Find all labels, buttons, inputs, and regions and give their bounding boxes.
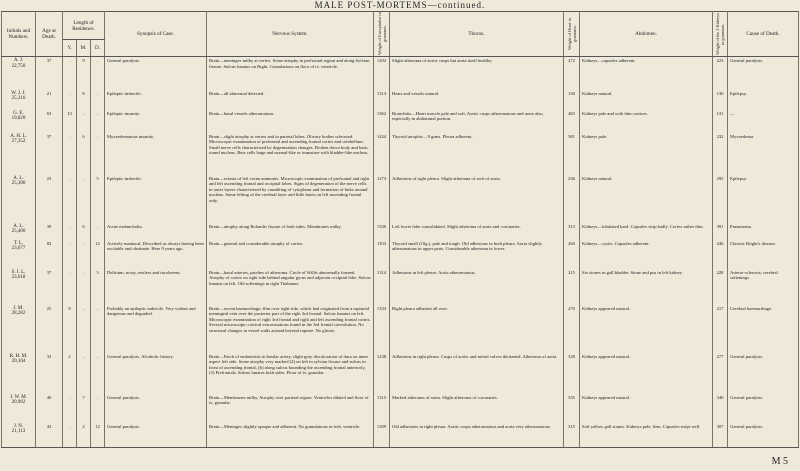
cell-nervous-system: Brain—recent haemorrhagic film over right side, which had originated from a ruptured meningeal vein over the posterior part of the right 3rd frontal. Sulcus lunatus on left. Microscopic examination of right 3rd frontal and right and left ascending frontal cortex. Several microscopic cortical extravasations found in the 3rd frontal convolution. No structural changes in vessel walls around beyond rupture. No gliosis. [207, 305, 374, 353]
cell-abdomen: Soft yellow gall stones. Kidneys pale, firm. Capsules stript well. [580, 423, 713, 448]
cell-age: 43 [36, 423, 63, 448]
cell-age: 37 [36, 269, 63, 305]
col-age: Age at Death. [36, 12, 63, 57]
cell-nervous-system: Brain—all abnormal detected. [207, 90, 374, 110]
cell-thorax: Adhesions in right pleura. Cusps of aortic and mitral valves thickened. Atheroma of aorta. [390, 353, 564, 394]
cell-age: 37 [36, 133, 63, 175]
cell-cause-of-death: Pneumonia. [728, 223, 799, 240]
patient-initials: A. L. [13, 223, 24, 229]
patient-number: 25,300 [11, 181, 26, 187]
cell-heart-weight: 315 [564, 423, 580, 448]
table-row [2, 353, 799, 394]
cell-synopsis: General paralysis. [105, 394, 207, 423]
cell-kidneys-weight: 223 [713, 57, 728, 90]
col-thorax: Thorax. [390, 12, 564, 57]
cell-initials [2, 305, 36, 353]
cell-thorax: Bronchitis—Heart muscle pale and soft. Aortic cusps atheromatous and aorta also, especially in abdominal portion. [390, 110, 564, 133]
cell-initials [2, 423, 36, 448]
cell-years: 8 [63, 305, 77, 353]
cell-kidneys-weight: 246 [713, 240, 728, 269]
table-row [2, 394, 799, 423]
cell-months: 6 [77, 223, 91, 240]
patient-initials: A. L. [13, 175, 24, 181]
patient-initials: A. J. [13, 58, 24, 63]
cell-kidneys-weight: 295 [713, 175, 728, 223]
col-encephalon [374, 12, 390, 57]
cell-days: .. [91, 90, 105, 110]
cell-cause-of-death: Chronic Bright's disease. [728, 240, 799, 269]
cell-thorax: Marked atheroma of aorta. Slight atheroma of coronaries. [390, 394, 564, 423]
cell-months: 6 [77, 133, 91, 175]
cell-encephalon-weight: 1330 [374, 223, 390, 240]
table-row [2, 240, 799, 269]
patient-number: 22,750 [11, 63, 26, 69]
cell-cause-of-death: Epilepsy. [728, 175, 799, 223]
col-abdomen: Abdomen. [580, 12, 713, 57]
col-nervous: Nervous System. [207, 12, 374, 57]
cell-months: .. [77, 269, 91, 305]
cell-kidneys-weight: 130 [713, 90, 728, 110]
cell-nervous-system: Brain—general and considerable atrophy of cortex. [207, 240, 374, 269]
cell-abdomen: Kidneys natural. [580, 90, 713, 110]
cell-heart-weight: 328 [564, 353, 580, 394]
cell-kidneys-weight: 232 [713, 133, 728, 175]
cell-nervous-system: Brain—meninges milky at vertex. Some atrophy in prefrontal region and along Sylvian fissure. Sulcus lunatus on Right. Granulations on floor of iv. ventricle. [207, 57, 374, 90]
cell-cause-of-death: General paralysis. [728, 353, 799, 394]
cell-heart-weight: 313 [564, 223, 580, 240]
cell-heart-weight: 236 [564, 175, 580, 223]
patient-initials: J. W. M. [10, 394, 27, 400]
table-row [2, 305, 799, 353]
cell-cause-of-death: Cerebral haemorrhage. [728, 305, 799, 353]
cell-thorax: Adhesions in left pleura. Aorta atheromatous. [390, 269, 564, 305]
cell-kidneys-weight: 131 [713, 110, 728, 133]
cell-abdomen: Kidneys appeared natural. [580, 394, 713, 423]
post-mortem-table [1, 11, 799, 448]
table-row [2, 223, 799, 240]
patient-number: 20,164 [11, 359, 26, 365]
cell-kidneys-weight: 340 [713, 394, 728, 423]
cell-nervous-system: Brain—Meninges slightly opaque and adherent. No granulations in ivth. ventricle. [207, 423, 374, 448]
cell-kidneys-weight: 228 [713, 269, 728, 305]
cell-days: .. [91, 353, 105, 394]
cell-initials [2, 175, 36, 223]
patient-initials: J. M. [13, 305, 24, 311]
cell-encephalon-weight: 1273 [374, 175, 390, 223]
cell-thorax: Left lower lobe consolidated. Slight atheroma of aorta and coronaries. [390, 223, 564, 240]
cell-years: .. [63, 269, 77, 305]
cell-days: .. [91, 110, 105, 133]
cell-synopsis: Epileptic imbecile. [105, 175, 207, 223]
patient-number: 28,282 [11, 311, 26, 317]
page-number: M 5 [771, 456, 788, 467]
cell-months: .. [77, 305, 91, 353]
cell-years: .. [63, 423, 77, 448]
cell-initials [2, 223, 36, 240]
cell-cause-of-death: General paralysis. [728, 423, 799, 448]
col-cause: Cause of Death. [728, 12, 799, 57]
cell-heart-weight: 381 [564, 133, 580, 175]
cell-thorax: Slight atheroma of aortic cusps but aorta itself healthy. [390, 57, 564, 90]
cell-months: 9 [77, 57, 91, 90]
cell-cause-of-death: Arterio-sclerosis; cerebral softenings. [728, 269, 799, 305]
cell-heart-weight: 483 [564, 110, 580, 133]
cell-heart-weight: 270 [564, 305, 580, 353]
cell-nervous-system: Brain—atrophy along Rolandic fissure of both sides. Membranes milky. [207, 223, 374, 240]
cell-kidneys-weight: 391 [713, 223, 728, 240]
cell-initials [2, 90, 36, 110]
patient-number: 25,400 [11, 229, 26, 235]
patient-initials: R. H. M. [9, 353, 28, 359]
col-months: M. [77, 40, 91, 57]
col-heart-label: Weight of Heart in grammes. [566, 18, 577, 50]
cell-thorax: Adhesions of right pleura. Slight atheroma of arch of aorta. [390, 175, 564, 223]
col-kidneys-label: Weight of the 2 Kidneys in grammes. [715, 13, 726, 55]
cell-synopsis: Acute melancholia. [105, 223, 207, 240]
cell-abdomen: Kidneys—cystic. Capsules adherent. [580, 240, 713, 269]
cell-synopsis: General paralysis. [105, 423, 207, 448]
table-row [2, 57, 799, 90]
col-initials: Initials and Numbers. [2, 12, 36, 57]
col-heart [564, 12, 580, 57]
cell-days: .. [91, 394, 105, 423]
patient-number: 27,352 [11, 139, 26, 145]
cell-months: 7 [77, 394, 91, 423]
cell-abdomen: Kidneys appeared natural. [580, 353, 713, 394]
cell-heart-weight: 215 [564, 269, 580, 305]
patient-initials: J. N. [13, 423, 24, 429]
cell-encephalon-weight: 1362 [374, 110, 390, 133]
cell-cause-of-death: Myxoedema. [728, 133, 799, 175]
patient-initials: T. L. [13, 240, 24, 246]
patient-initials: S. I. L. [11, 269, 26, 275]
table-row [2, 133, 799, 175]
patient-initials: A. H. L. [10, 133, 27, 139]
cell-abdomen: Kidneys appeared natural. [580, 305, 713, 353]
col-synopsis: Synopsis of Case. [105, 12, 207, 57]
cell-age: 40 [36, 394, 63, 423]
patient-number: 19,820 [11, 116, 26, 122]
cell-abdomen: Six stones in gall bladder. Stone and pus in left kidney. [580, 269, 713, 305]
cell-initials [2, 353, 36, 394]
cell-encephalon-weight: 1313 [374, 90, 390, 110]
cell-synopsis: Probably an epileptic imbecile. Very violent and dangerous and degraded. [105, 305, 207, 353]
cell-abdomen: Kidneys—lobulated hard. Capsules strip badly. Cortex rather thin. [580, 223, 713, 240]
cell-years: 13 [63, 110, 77, 133]
cell-cause-of-death: General paralysis. [728, 394, 799, 423]
cell-cause-of-death: Epilepsy. [728, 90, 799, 110]
cell-nervous-system: Brain—Patch of endarteritis in basilar artery, slight gray discoloration of dura on inner aspect left side. Some atrophy very marked (2) on left in sylvian fissure and sulcus in front of ascending frontal, (b) along sulcus bounding the ascending frontal anteriorly, (3) Prefrontals. Sulcus lunatus both sides. Floor of iv. granular. [207, 353, 374, 394]
cell-synopsis: Epileptic insanity. [105, 110, 207, 133]
cell-kidneys-weight: 277 [713, 353, 728, 394]
cell-kidneys-weight: 307 [713, 423, 728, 448]
cell-days: 3 [91, 269, 105, 305]
cell-initials [2, 240, 36, 269]
cell-age: 23 [36, 175, 63, 223]
cell-encephalon-weight: 1314 [374, 269, 390, 305]
cell-months: .. [77, 353, 91, 394]
table-row [2, 90, 799, 110]
patient-number: 23,618 [11, 275, 26, 281]
cell-heart-weight: 260 [564, 240, 580, 269]
cell-days: 12 [91, 240, 105, 269]
cell-nervous-system: Brain—basal vessels atheromatous. [207, 110, 374, 133]
cell-age: 37 [36, 57, 63, 90]
patient-number: 25,316 [11, 96, 26, 102]
cell-months: 2 [77, 423, 91, 448]
table-row [2, 175, 799, 223]
cell-years: .. [63, 133, 77, 175]
cell-thorax: Heart and vessels natural. [390, 90, 564, 110]
cell-days: .. [91, 305, 105, 353]
cell-age: 21 [36, 90, 63, 110]
cell-initials [2, 57, 36, 90]
cell-days: .. [91, 223, 105, 240]
cell-synopsis: General paralysis. Alcoholic history. [105, 353, 207, 394]
cell-age: 82 [36, 240, 63, 269]
cell-years: 2 [63, 353, 77, 394]
cell-encephalon-weight: 1103 [374, 240, 390, 269]
col-residence: Length of Residence. [63, 12, 105, 40]
cell-abdomen: Kidneys pale. [580, 133, 713, 175]
cell-synopsis: Actively maniacal. Described as always having been excitable and obstinate. Here 9 years ago. [105, 240, 207, 269]
col-days: D. [91, 40, 105, 57]
cell-thorax: Old adhesions in right pleura. Aortic cusps atheromatous and aorta very atheromatous. [390, 423, 564, 448]
cell-kidneys-weight: 217 [713, 305, 728, 353]
cell-initials [2, 269, 36, 305]
cell-years: .. [63, 57, 77, 90]
cell-years: .. [63, 223, 77, 240]
patient-initials: G. E. [13, 110, 24, 116]
cell-years: .. [63, 90, 77, 110]
patient-number: 23,677 [11, 246, 26, 252]
cell-initials [2, 394, 36, 423]
page-title: MALE POST-MORTEMS—continued. [314, 0, 486, 10]
cell-thorax: Thyroid atrophic—9 grms. Pleura adherent. [390, 133, 564, 175]
cell-age: 33 [36, 353, 63, 394]
cell-months: .. [77, 240, 91, 269]
cell-age: 25 [36, 305, 63, 353]
cell-synopsis: Myxoedematous insanity. [105, 133, 207, 175]
table-row [2, 269, 799, 305]
cell-cause-of-death: General paralysis. [728, 57, 799, 90]
patient-number: 21,113 [11, 429, 26, 435]
cell-synopsis: General paralysis. [105, 57, 207, 90]
cell-encephalon-weight: 1309 [374, 423, 390, 448]
cell-nervous-system: Brain—slight atrophy at vertex and in parietal lobes. Olivary bodies sclerosed. Microscopic examination of prefrontal and ascending frontal cortex and cerebellum. Small nerve cells characterised by degeneration changes. Broken down body and basic round nucleus. Betz cells large and normal-like or immature with bladder-like nucleus. [207, 133, 374, 175]
cell-encephalon-weight: 1424 [374, 133, 390, 175]
cell-days: 5 [91, 175, 105, 223]
cell-months: .. [77, 175, 91, 223]
cell-days: .. [91, 57, 105, 90]
cell-synopsis: Epileptic imbecile. [105, 90, 207, 110]
cell-thorax: Thyroid small (10g.), pale and tough. Old adhesions in both pleura. Aorta slightly atheromatous in upper parts. Considerable atheroma in lower. [390, 240, 564, 269]
cell-heart-weight: 130 [564, 90, 580, 110]
cell-nervous-system: Brain—basal arteries, patches of atheroma. Circle of Willis abnormally formed. Atrophy of cortex on right side behind angular gyrus and adjacent occipital lobe. Sulcus lunatus on left. Old softenings in right Thalamus. [207, 269, 374, 305]
cell-thorax: Right pleura adherent all over. [390, 305, 564, 353]
cell-encephalon-weight: 1315 [374, 394, 390, 423]
cell-years: .. [63, 394, 77, 423]
cell-abdomen: Kidneys natural. [580, 175, 713, 223]
cell-age: 63 [36, 110, 63, 133]
col-encephalon-label: Weight of Encephalon in grammes. [376, 12, 387, 56]
cell-encephalon-weight: 1333 [374, 305, 390, 353]
col-years: Y. [63, 40, 77, 57]
cell-years: .. [63, 175, 77, 223]
cell-abdomen: Kidneys—capsules adherent. [580, 57, 713, 90]
cell-months: .. [77, 110, 91, 133]
patient-initials: W. J. J. [11, 90, 26, 96]
header-row [2, 12, 799, 40]
cell-initials [2, 110, 36, 133]
cell-years: .. [63, 240, 77, 269]
table-row [2, 110, 799, 133]
cell-nervous-system: Brain—ectasia of left cornu ammonis. Microscopic examination of prefrontal and right and left ascending frontal and occipital lobes. Signs of degeneration of the nerve cells in outer layers characterised by crumbling of cytoplasm and formation of links around nucleus. Some felting of the cerebral layer and little knots on left ascending frontal only. [207, 175, 374, 223]
cell-synopsis: Delirium, noisy, restless and incoherent. [105, 269, 207, 305]
cell-encephalon-weight: 1202 [374, 57, 390, 90]
patient-number: 20,962 [11, 400, 26, 406]
cell-abdomen: Kidneys pale and with thin cortices. [580, 110, 713, 133]
cell-nervous-system: Brain—Membranes milky. Atrophy over parietal region. Ventricles dilated and floor of iv. granular. [207, 394, 374, 423]
cell-days: 12 [91, 423, 105, 448]
table-row [2, 423, 799, 448]
col-kidneys [713, 12, 728, 57]
table-body [2, 57, 799, 448]
cell-days: .. [91, 133, 105, 175]
cell-heart-weight: 272 [564, 57, 580, 90]
cell-age: 39 [36, 223, 63, 240]
cell-heart-weight: 335 [564, 394, 580, 423]
cell-encephalon-weight: 1238 [374, 353, 390, 394]
cell-cause-of-death: — [728, 110, 799, 133]
cell-months: 8 [77, 90, 91, 110]
cell-initials [2, 133, 36, 175]
